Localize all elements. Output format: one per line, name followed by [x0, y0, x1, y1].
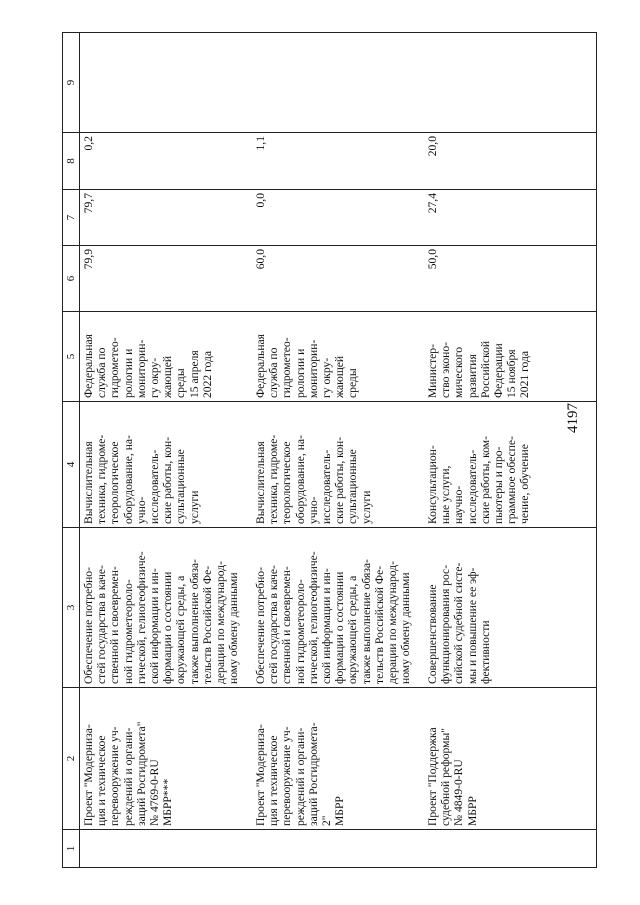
value-col9 [80, 33, 82, 132]
row-col1 [424, 830, 597, 868]
project-executor: Министер- ство эконо- мического развития Российской Федерации 15 ноября 2021 года [426, 340, 532, 398]
value-col8: 0,2 [82, 136, 95, 151]
project-services: Вычислительная техника, гидроме- теорологическое оборудование, на- учно- исследователь- ские работы, кон- сультационные услуги [82, 434, 201, 524]
column-header-3: 3 [63, 528, 80, 688]
value-col8: 1,1 [254, 136, 267, 151]
project-goal: Совершенствование функционирования рос- сийской судебной систе- мы и повышение ее эф- фективности [426, 562, 492, 684]
value-col7: 0,0 [254, 193, 267, 208]
value-col6: 50,0 [426, 249, 439, 270]
table-row [252, 33, 424, 868]
column-number-row [63, 33, 80, 868]
project-executor: Федеральная служба по гидрометео- рологии и мониторин- гу окру- жающей среды [254, 334, 360, 398]
value-col9 [252, 33, 254, 132]
column-header-9: 9 [63, 33, 80, 133]
project-services: Консультацион- ные услуги, научно- исследователь- ские работы, ком- пьютеры и про- граммное обеспе- чение, обучение [426, 436, 532, 524]
project-goal: Обеспечение потребно- стей государства в каче- ственной и своевремен- ной гидрометеороло- гической, гелиогеофизиче- ской информации и ин- формации о состоянии окружающей среды, а также выполнение обяза- тельств Российской Фе- дерации по международ- ному обмену данными [254, 551, 413, 684]
value-col6: 60,0 [254, 249, 267, 270]
value-col6: 79,9 [82, 249, 95, 270]
project-goal: Обеспечение потребно- стей государства в каче- ственной и своевремен- ной гидрометеороло- гической, гелиогеофизиче- ской информации и ин- формации о состоянии окружающей среды, а также выполнение обяза- тельств Российской Фе- дерации по международ- ному обмену данными [82, 551, 241, 684]
row-col1 [252, 830, 424, 868]
project-services: Вычислительная техника, гидроме- теорологическое оборудование, на- учно- исследователь- ские работы, кон- сультационные услуги [254, 434, 373, 524]
project-name: Проект "Модерниза- ция и техническое перевооружение уч- реждений и органи- заций Росгидромета- 2" МБРР [254, 722, 347, 826]
value-col7: 27,4 [426, 193, 439, 214]
column-header-2: 2 [63, 688, 80, 830]
table-row [424, 33, 597, 868]
value-col8: 20,0 [426, 136, 439, 157]
page-number: 4197 [565, 403, 581, 433]
project-name: Проект "Поддержка судебной реформы" № 4849-0-RU МБРР [426, 727, 479, 826]
column-header-4: 4 [63, 402, 80, 528]
value-col9 [424, 33, 426, 132]
project-executor: Федеральная служба по гидрометео- рологии и мониторин- гу окру- жающей среды 15 апреля 2022 года [82, 334, 214, 398]
column-header-7: 7 [63, 190, 80, 246]
column-header-1: 1 [63, 830, 80, 868]
row-col1 [80, 830, 253, 868]
column-header-5: 5 [63, 312, 80, 402]
table-row [80, 33, 253, 868]
project-name: Проект "Модерниза- ция и техническое перевооружение уч- реждений и органи- заций Росгидромета" № 4769-0-RU МБРР*** [82, 721, 175, 826]
column-header-6: 6 [63, 246, 80, 312]
loan-projects-table [62, 33, 580, 868]
value-col7: 79,7 [82, 193, 95, 214]
column-header-8: 8 [63, 133, 80, 190]
